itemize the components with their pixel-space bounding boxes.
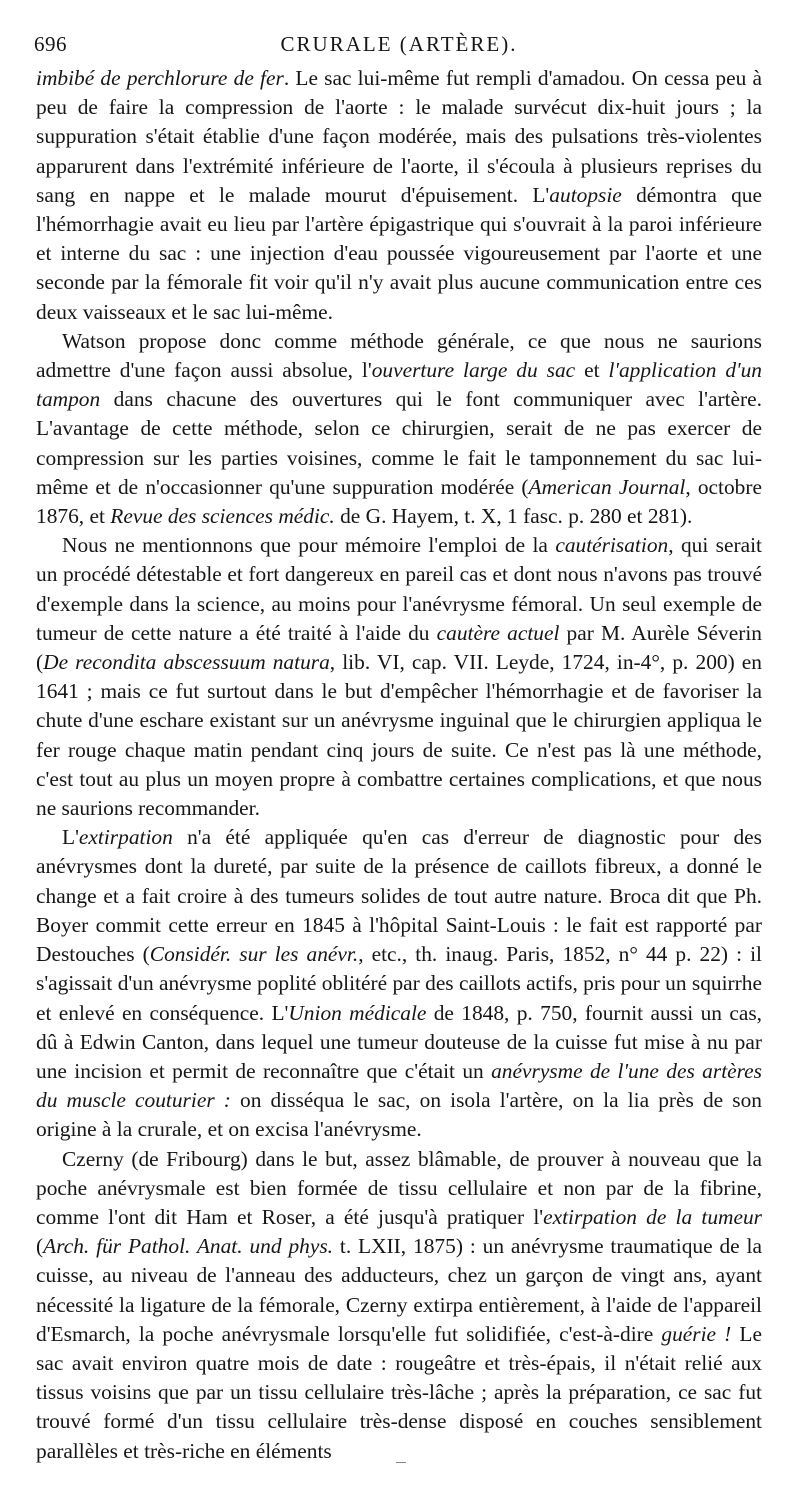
paragraph bbox=[36, 823, 762, 1144]
text-run: n'a été appliquée qu'en cas d'erreur de diagnostic pour des anévrysmes dont la dureté, par suite de la présence de caillots fibreux, a donné le change et a fait croire à des tumeurs solides de tout autre nature. Broca dit que Ph. Boyer commit cette erreur en 1845 à l'hôpital Saint-Louis : le fait est rapporté par Destouches ( bbox=[36, 825, 762, 967]
italic-text: autopsie bbox=[549, 182, 622, 207]
text-run: de G. Hayem, t. X, 1 fasc. p. 280 et 281). bbox=[334, 504, 693, 529]
paragraph bbox=[36, 327, 762, 531]
text-run: , etc., th. inaug. Paris, 1852, n° 44 p. 22) : il s'agissait d'un anévrysme poplité oblitéré par des caillots actifs, pris pour un squirrhe et enlevé en conséquence. L' bbox=[36, 942, 762, 1025]
body-text bbox=[36, 64, 762, 1466]
italic-text: Union médicale bbox=[288, 1000, 427, 1025]
italic-text: imbibé de perchlorure de fer bbox=[36, 66, 284, 90]
paragraph bbox=[36, 64, 762, 327]
text-run: et bbox=[575, 358, 609, 383]
paragraph bbox=[36, 1145, 762, 1466]
paragraph bbox=[36, 531, 762, 823]
page-number: 696 bbox=[34, 32, 67, 56]
text-run: . Le sac lui-même fut rempli d'amadou. On cessa peu à peu de faire la compression de l'aorte : le malade survécut dix-huit jours ; la suppuration s'était établie d'une façon modérée, mais des pulsations très-violentes apparurent dans l'extrémité inférieure de l'aorte, il s'écoula à plusieurs reprises du sang en nappe et le malade mourut d'épuisement. L' bbox=[36, 66, 763, 207]
italic-text: anévrysme de l'une des artères du muscle couturier : bbox=[36, 1058, 762, 1113]
italic-text: Revue des sciences médic. bbox=[110, 504, 335, 529]
text-run: Nous ne mentionnons que pour mémoire l'emploi de la bbox=[62, 533, 556, 558]
text-run: Czerny (de Fribourg) dans le but, assez blâmable, de prouver à nouveau que la poche anévrysmale est bien formée de tissu cellulaire et non par de la fibrine, comme l'ont dit Ham et Roser, a été jusqu'à pratiquer l' bbox=[36, 1146, 762, 1229]
italic-text: cautérisation bbox=[555, 533, 669, 558]
text-run: , qui serait un procédé détestable et fort dangereux en pareil cas et dont nous n'avons pas trouvé d'exemple dans la science, au moins pour l'anévrysme fémoral. Un seul exemple de tumeur de cette nature a été traité à l'aide du bbox=[36, 533, 762, 645]
italic-text: l'application d'un tampon bbox=[36, 358, 763, 412]
text-run: par M. Aurèle Séverin ( bbox=[36, 620, 762, 675]
text-run: on disséqua le sac, on isola l'artère, on la lia près de son origine à la crurale, et on excisa l'anévrysme. bbox=[36, 1088, 762, 1142]
italic-text: cautère actuel bbox=[436, 620, 560, 645]
italic-text: Arch. für Pathol. Anat. und phys. bbox=[43, 1234, 333, 1259]
italic-text: American Journal bbox=[528, 474, 686, 499]
italic-text: De recondita abscessuum natura bbox=[43, 650, 330, 675]
text-run: démontra que l'hémorrhagie avait eu lieu par l'artère épigastrique qui s'ouvrait à la paroi inférieure et interne du sac : une injection d'eau poussée vigoureusement par l'aorte et une seconde par la fémorale fit voir qu'il n'y avait plus aucune communication entre ces deux vaisseaux et le sac lui-même. bbox=[36, 182, 762, 324]
text-run: Watson propose donc comme méthode générale, ce que nous ne saurions admettre d'une façon aussi absolue, l' bbox=[36, 328, 762, 383]
italic-text: extirpation de la tumeur bbox=[543, 1204, 762, 1229]
footer-mark bbox=[396, 1462, 406, 1463]
text-run: L' bbox=[62, 825, 79, 850]
page-header bbox=[36, 30, 762, 64]
italic-text: guérie ! bbox=[661, 1321, 732, 1346]
text-run: Le sac avait environ quatre mois de date : rougeâtre et très-épais, il n'était relié aux tissus voisins que par un tissu cellulaire très-lâche ; après la préparation, ce sac fut trouvé formé d'un tissu cellulaire très-dense disposé en couches sensiblement parallèles et très-riche en éléments bbox=[36, 1321, 762, 1463]
text-run: , octobre 1876, et bbox=[36, 474, 762, 529]
book-page bbox=[36, 30, 762, 1466]
italic-text: extirpation bbox=[78, 825, 173, 850]
text-run: dans chacune des ouvertures qui le font communiquer avec l'artère. L'avantage de cette méthode, selon ce chirurgien, serait de ne pas exercer de compression sur les parties voisines, comme le fait le tamponnement du sac lui-même et de n'occasionner qu'une suppuration modérée ( bbox=[36, 387, 762, 499]
text-run: t. LXII, 1875) : un anévrysme traumatique de la cuisse, au niveau de l'anneau des adducteurs, chez un garçon de vingt ans, ayant nécessité la ligature de la fémorale, Czerny extirpa entièrement, à l'aide de l'appareil d'Esmarch, la poche anévrysmale lorsqu'elle fut solidifiée, c'est-à-dire bbox=[36, 1234, 762, 1346]
running-title: CRURALE (ARTÈRE). bbox=[280, 32, 518, 56]
text-run: , lib. VI, cap. VII. Leyde, 1724, in-4°, p. 200) en 1641 ; mais ce fut surtout dans le but d'empêcher l'hémorrhagie et de favoriser la chute d'une eschare existant sur un anévrysme inguinal que le chirurgien appliqua le fer rouge chaque matin pendant cinq jours de suite. Ce n'est pas là une méthode, c'est tout au plus un moyen propre à combattre certaines complications, et que nous ne saurions recommander. bbox=[36, 650, 762, 821]
italic-text: Considér. sur les anévr. bbox=[149, 942, 359, 967]
text-run: ( bbox=[36, 1234, 44, 1259]
text-run: de 1848, p. 750, fournit aussi un cas, dû à Edwin Canton, dans lequel une tumeur douteuse de la cuisse fut mise à nu par une incision et permit de reconnaître que c'était un bbox=[36, 1000, 762, 1083]
italic-text: ouverture large du sac bbox=[371, 358, 576, 383]
